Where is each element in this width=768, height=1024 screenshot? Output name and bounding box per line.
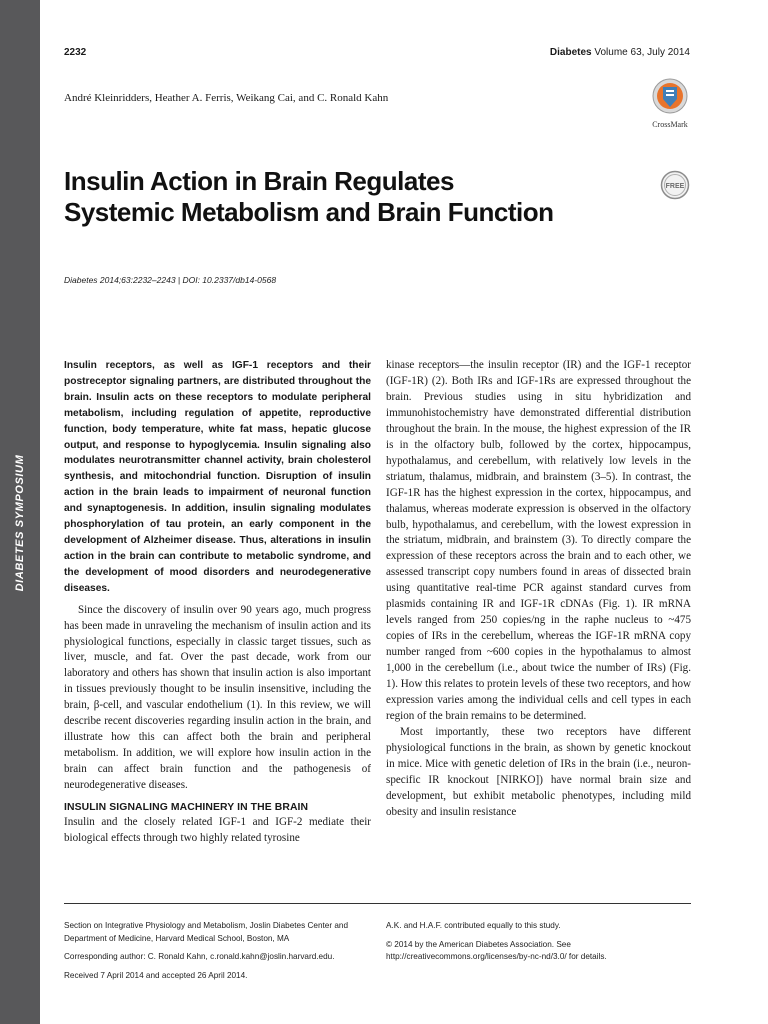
sidebar-band	[0, 0, 40, 1024]
section-heading: INSULIN SIGNALING MACHINERY IN THE BRAIN	[64, 802, 309, 814]
author-list: André Kleinridders, Heather A. Ferris, Weikang Cai, and C. Ronald Kahn	[64, 92, 389, 104]
footnote-divider	[64, 903, 691, 904]
footnote-left	[64, 920, 374, 982]
journal-issue: Volume 63, July 2014	[591, 47, 690, 58]
body-paragraph-2: Most importantly, these two receptors have different physiological functions in the brain, as shown by genetic knockout in mice. Mice with genetic deletion of IRs in the brain (i.e., neuron-specific IR knockout [NIRKO]) have normal brain size and development, but exhibit metabolic phenotypes, including mild obesity and insulin resistance	[386, 725, 691, 818]
body-paragraph-1: kinase receptors—the insulin receptor (IR) and the IGF-1 receptor (IGF-1R) (2). Both IRs and IGF-1Rs are expressed throughout the brain. Previous studies using in situ hybridization and immunohistochemistry have demonstrated differential distribution throughout the brain. In the mouse, the highest expression of the IR is in the olfactory bulb, followed by the cortex, hippocampus, hypothalamus, and cerebellum, with relatively low levels in the striatum, thalamus, midbrain, and brainstem (3–5). In contrast, the IGF-1R has the highest expression in the cortex, hippocampus, and thalamus, whereas moderate expression is observed in the olfactory bulb, hypothalamus, and cerebellum, with the lowest expression in the striatum, midbrain, and brainstem (3). To directly compare the expression of these receptors across the brain and to each other, we assessed transcript copy numbers found in areas of dissected brain using quantitative real-time PCR against standard curves from plasmids containing IR and IGF-1R cDNAs (Fig. 1). IR mRNA levels ranged from 250 copies/ng in the raphe nucleus to ~475 copies of IRs in the cerebellum, whereas the IGF-1R mRNA copy number ranged from ~600 copies in the hypothalamus to almost 1,000 in the cerebellum (i.e., about twice the number of IRs) (Fig. 1). How this relates to protein levels of these two receptors, and how expression varies among the individual cells and cell types in each region of the brain remains to be determined.	[386, 359, 691, 722]
sidebar-section-label: DIABETES SYMPOSIUM	[14, 454, 26, 592]
journal-name: Diabetes	[549, 47, 592, 58]
right-column	[386, 358, 691, 821]
crossmark-badge[interactable]	[646, 78, 694, 129]
page-number: 2232	[64, 47, 87, 58]
crossmark-icon	[652, 78, 688, 114]
abstract: Insulin receptors, as well as IGF-1 receptors and their postreceptor signaling partners, are distributed throughout the brain. Insulin acts on these receptors to modulate peripheral metabolism, including regulation of appetite, reproductive function, body temperature, white fat mass, hepatic glucose output, and response to hypoglycemia. Insulin signaling also modulates neurotransmitter channel activity, brain cholesterol synthesis, and mitochondrial function. Disruption of insulin action in the brain leads to impairment of neuronal function and synaptogenesis. In addition, insulin signaling modulates phosphorylation of tau protein, an early component in the development of Alzheimer disease. Thus, alterations in insulin action in the brain can contribute to metabolic syndrome, and the development of mood disorders and neurodegenerative diseases.	[64, 360, 371, 594]
received-note: Received 7 April 2014 and accepted 26 April 2014.	[64, 970, 248, 980]
article-citation: Diabetes 2014;63:2232–2243 | DOI: 10.2337/db14-0568	[64, 275, 277, 285]
article-title: Insulin Action in Brain Regulates Systemic Metabolism and Brain Function	[64, 166, 554, 227]
left-column	[64, 358, 371, 847]
crossmark-label: CrossMark	[652, 120, 688, 129]
free-badge-label: FREE	[665, 183, 685, 190]
footnote-right	[386, 920, 691, 964]
contribution-note: A.K. and H.A.F. contributed equally to this study.	[386, 921, 561, 930]
section-paragraph: Insulin and the closely related IGF-1 and IGF-2 mediate their biological effects through two highly related tyrosine	[64, 816, 371, 844]
intro-paragraph: Since the discovery of insulin over 90 years ago, much progress has been made in unraveling the mechanism of insulin action and its physiological functions, especially in classic target tissues, such as liver, muscle, and fat. Over the past decade, work from our laboratory and others has shown that insulin action is also important in tissues previously thought to be insulin insensitive, including the brain, β-cell, and vascular endothelium (1). In this review, we will describe recent discoveries regarding insulin action in the brain, and illustrate how this can affect both the brain and peripheral metabolism. In addition, we will explore how insulin action in the brain can affect brain function and the pathogenesis of neurodegenerative diseases.	[64, 603, 371, 792]
corresponding-author-note: Corresponding author: C. Ronald Kahn, c.ronald.kahn@joslin.harvard.edu.	[64, 952, 335, 962]
copyright-note: © 2014 by the American Diabetes Association. See http://creativecommons.org/licenses/by-nc-nd/3.0/ for details.	[386, 939, 607, 962]
free-access-badge	[660, 170, 690, 205]
free-badge-icon	[660, 170, 690, 200]
journal-header	[550, 47, 690, 58]
affiliation-note: Section on Integrative Physiology and Metabolism, Joslin Diabetes Center and Department of Medicine, Harvard Medical School, Boston, MA	[64, 921, 348, 943]
